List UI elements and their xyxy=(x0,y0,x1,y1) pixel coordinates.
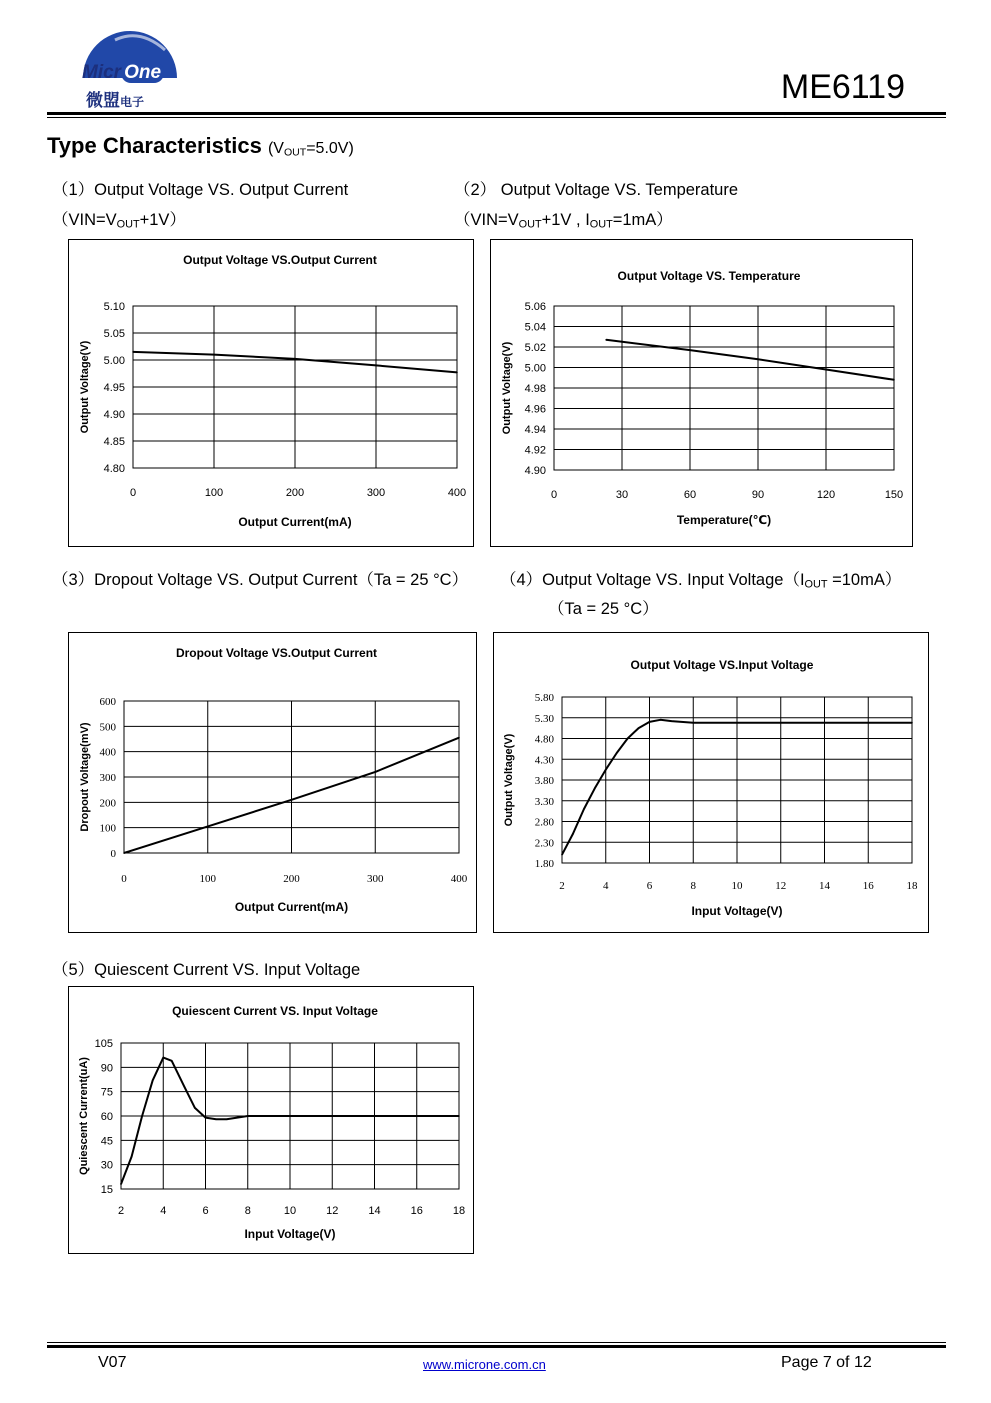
data-point xyxy=(893,379,895,381)
x-tick-label: 6 xyxy=(202,1205,209,1217)
y-tick-label: 400 xyxy=(99,746,116,759)
y-tick-label: 4.95 xyxy=(103,382,125,394)
header-rule-thin xyxy=(47,117,946,118)
x-tick-label: 2 xyxy=(117,1205,125,1217)
y-axis-label: Quiescent Current(uA) xyxy=(78,1057,90,1175)
y-tick-label: 3.30 xyxy=(534,795,554,808)
x-tick-label: 0 xyxy=(129,487,137,499)
y-tick-label: 4.30 xyxy=(534,754,554,767)
x-tick-label: 4 xyxy=(160,1205,167,1217)
x-axis-label: Input Voltage(V) xyxy=(691,904,783,918)
y-tick-label: 75 xyxy=(100,1086,113,1099)
data-point xyxy=(291,799,293,801)
section-title: Type Characteristics $(V_{OUT}=5.0V)$ xyxy=(47,133,354,159)
data-point xyxy=(194,1107,196,1109)
y-axis-label: Output Voltage(V) xyxy=(501,341,513,435)
data-point xyxy=(226,1118,228,1120)
data-point xyxy=(692,722,694,724)
y-tick-label: 4.85 xyxy=(103,436,125,448)
chart-output-voltage-vs-input-voltage xyxy=(493,632,929,933)
x-axis-label: Output Current(mA) xyxy=(238,515,352,529)
y-tick-label: 5.05 xyxy=(103,328,125,340)
y-tick-label: 300 xyxy=(99,772,116,784)
x-tick-label: 300 xyxy=(366,487,386,499)
x-axis-label: Input Voltage(V) xyxy=(244,1227,336,1241)
caption-3: （3）Dropout Voltage VS. Output Current（Ta = 25 °C） xyxy=(52,571,469,589)
data-point xyxy=(736,722,738,724)
y-tick-label: 1.80 xyxy=(534,858,554,870)
y-axis-label: Output Voltage(V) xyxy=(503,733,515,827)
y-tick-label: 4.90 xyxy=(524,465,546,477)
y-tick-label: 500 xyxy=(99,721,116,734)
header-rule-thick xyxy=(47,112,946,115)
x-axis-label: Output Current(mA) xyxy=(234,900,349,914)
data-point xyxy=(605,769,607,771)
chart-title: Quiescent Current VS. Input Voltage xyxy=(172,1004,378,1018)
x-tick-label: 18 xyxy=(452,1205,466,1217)
chart-title: Output Voltage VS.Output Current xyxy=(183,253,377,267)
chart-dropout-voltage-vs-current xyxy=(68,632,477,933)
data-point xyxy=(123,852,125,854)
x-tick-label: 120 xyxy=(816,489,836,501)
data-point xyxy=(572,833,574,835)
x-tick-label: 2 xyxy=(559,880,565,892)
x-tick-label: 14 xyxy=(819,880,830,892)
x-tick-label: 14 xyxy=(368,1205,381,1217)
data-point xyxy=(247,1115,249,1117)
data-point xyxy=(824,722,826,724)
footer-url[interactable] xyxy=(423,1356,546,1374)
caption-1: （1）Output Voltage VS. Output Current $(VIN=V_{OUT}+1V)$ xyxy=(52,181,349,231)
x-tick-label: 12 xyxy=(775,880,787,892)
data-point xyxy=(236,1117,238,1119)
data-point xyxy=(594,788,596,790)
data-point xyxy=(141,1115,143,1117)
y-tick-label: 5.00 xyxy=(103,355,125,367)
logo-wordmark: Micr One xyxy=(82,62,164,84)
y-tick-label: 4.90 xyxy=(103,409,125,421)
y-tick-label: 4.94 xyxy=(524,424,546,436)
y-axis-label: Dropout Voltage(mV) xyxy=(79,722,91,832)
data-point xyxy=(374,1115,376,1117)
x-tick-label: 100 xyxy=(204,487,224,499)
data-point xyxy=(911,722,913,724)
y-tick-label: 200 xyxy=(99,797,116,810)
document-id: ME6119 xyxy=(780,68,905,106)
x-axis-label: Temperature(℃) xyxy=(676,513,772,527)
data-point xyxy=(131,1156,133,1158)
chart-title: Output Voltage VS. Temperature xyxy=(617,269,801,283)
data-point xyxy=(184,1086,186,1088)
x-tick-label: 16 xyxy=(410,1205,423,1217)
data-point xyxy=(757,359,759,361)
x-tick-label: 10 xyxy=(731,880,743,892)
data-point xyxy=(205,1117,207,1119)
y-tick-label: 4.80 xyxy=(103,463,125,475)
x-tick-label: 300 xyxy=(367,873,384,885)
data-point xyxy=(289,1115,291,1117)
data-point xyxy=(616,752,618,754)
x-tick-label: 150 xyxy=(884,489,904,501)
data-point xyxy=(627,738,629,740)
y-tick-label: 30 xyxy=(100,1159,113,1172)
y-tick-label: 15 xyxy=(100,1184,113,1196)
y-tick-label: 2.30 xyxy=(534,837,554,850)
chart-output-voltage-vs-temperature xyxy=(490,239,913,547)
data-point xyxy=(132,351,134,353)
logo-chinese: 微盟电子 xyxy=(86,91,145,110)
footer-url-link[interactable]: www.microne.com.cn xyxy=(423,1357,546,1372)
x-tick-label: 30 xyxy=(615,489,629,501)
data-point xyxy=(375,365,377,367)
data-point xyxy=(215,1118,217,1120)
x-tick-label: 16 xyxy=(862,880,874,892)
data-point xyxy=(456,372,458,374)
footer-rule-thin xyxy=(47,1342,946,1343)
x-tick-label: 60 xyxy=(683,489,697,501)
data-point xyxy=(825,369,827,371)
data-line xyxy=(606,340,894,380)
y-tick-label: 5.04 xyxy=(524,321,546,334)
caption-2: （2） Output Voltage VS. Temperature （$VIN=V_{OUT}+1V$ , $I_{OUT}=1mA$） xyxy=(454,181,739,231)
x-tick-label: 8 xyxy=(244,1205,251,1217)
x-tick-label: 6 xyxy=(646,880,653,892)
y-tick-label: 5.30 xyxy=(534,712,554,725)
data-point xyxy=(649,721,651,723)
y-tick-label: 90 xyxy=(100,1062,113,1075)
data-point xyxy=(458,1115,460,1117)
y-tick-label: 5.02 xyxy=(524,342,546,354)
x-tick-label: 0 xyxy=(121,873,127,885)
x-tick-label: 4 xyxy=(603,880,609,892)
data-point xyxy=(294,358,296,360)
chart-svg xyxy=(69,633,476,932)
x-tick-label: 400 xyxy=(447,487,467,499)
footer-rule-thick xyxy=(47,1345,946,1348)
y-tick-label: 100 xyxy=(99,822,116,835)
data-point xyxy=(171,1060,173,1062)
chart-svg xyxy=(69,240,473,546)
y-tick-label: 2.80 xyxy=(534,816,554,829)
y-tick-label: 0 xyxy=(110,848,116,860)
y-tick-label: 5.80 xyxy=(534,692,554,704)
y-tick-label: 5.06 xyxy=(524,301,546,313)
x-tick-label: 18 xyxy=(906,880,918,892)
data-point xyxy=(605,339,607,341)
x-tick-label: 200 xyxy=(283,873,300,885)
x-tick-label: 8 xyxy=(690,880,696,892)
data-point xyxy=(660,719,662,721)
x-tick-label: 100 xyxy=(199,873,216,885)
data-point xyxy=(583,808,585,810)
y-tick-label: 105 xyxy=(94,1038,113,1050)
y-tick-label: 4.80 xyxy=(534,733,554,746)
y-tick-label: 600 xyxy=(99,696,116,708)
x-tick-label: 0 xyxy=(550,489,558,501)
chart-svg xyxy=(69,987,473,1253)
chart-svg xyxy=(494,633,928,932)
data-point xyxy=(120,1183,122,1185)
caption-5: （5）Quiescent Current VS. Input Voltage xyxy=(52,961,361,979)
y-tick-label: 60 xyxy=(100,1111,113,1123)
chart-title: Output Voltage VS.Input Voltage xyxy=(630,658,814,672)
data-point xyxy=(152,1080,154,1082)
y-axis-label: Output Voltage(V) xyxy=(79,340,91,434)
title-condition: $(V_{OUT}=5.0V)$ xyxy=(267,140,354,159)
y-tick-label: 3.80 xyxy=(534,775,554,787)
data-point xyxy=(213,354,215,356)
x-tick-label: 400 xyxy=(450,873,468,885)
data-point xyxy=(689,349,691,351)
x-tick-label: 12 xyxy=(326,1205,339,1217)
y-tick-label: 4.98 xyxy=(524,383,546,395)
data-point xyxy=(374,771,376,773)
chart-title: Dropout Voltage VS.Output Current xyxy=(175,646,378,660)
x-tick-label: 10 xyxy=(283,1205,297,1217)
data-point xyxy=(458,737,460,739)
data-point xyxy=(162,1057,164,1059)
chart-quiescent-current-vs-input-voltage xyxy=(68,986,474,1254)
footer-version: V07 xyxy=(98,1354,127,1371)
y-tick-label: 5.00 xyxy=(524,362,546,375)
caption-4: （4）Output Voltage VS. Input $Voltage(I_{OUT} =10mA)$ （Ta = 25 °C） xyxy=(500,571,902,618)
x-tick-label: 200 xyxy=(285,487,305,499)
data-point xyxy=(207,826,209,828)
y-tick-label: 4.96 xyxy=(524,403,546,416)
y-tick-label: 5.10 xyxy=(103,301,125,313)
data-point xyxy=(671,720,673,722)
x-tick-label: 90 xyxy=(751,489,765,501)
y-tick-label: 45 xyxy=(100,1135,113,1148)
data-point xyxy=(638,727,640,729)
chart-svg xyxy=(491,240,912,546)
data-point xyxy=(561,854,563,856)
footer-page-number: Page 7 of 12 xyxy=(781,1354,872,1371)
y-tick-label: 4.92 xyxy=(524,444,546,457)
chart-output-voltage-vs-current xyxy=(68,239,474,547)
